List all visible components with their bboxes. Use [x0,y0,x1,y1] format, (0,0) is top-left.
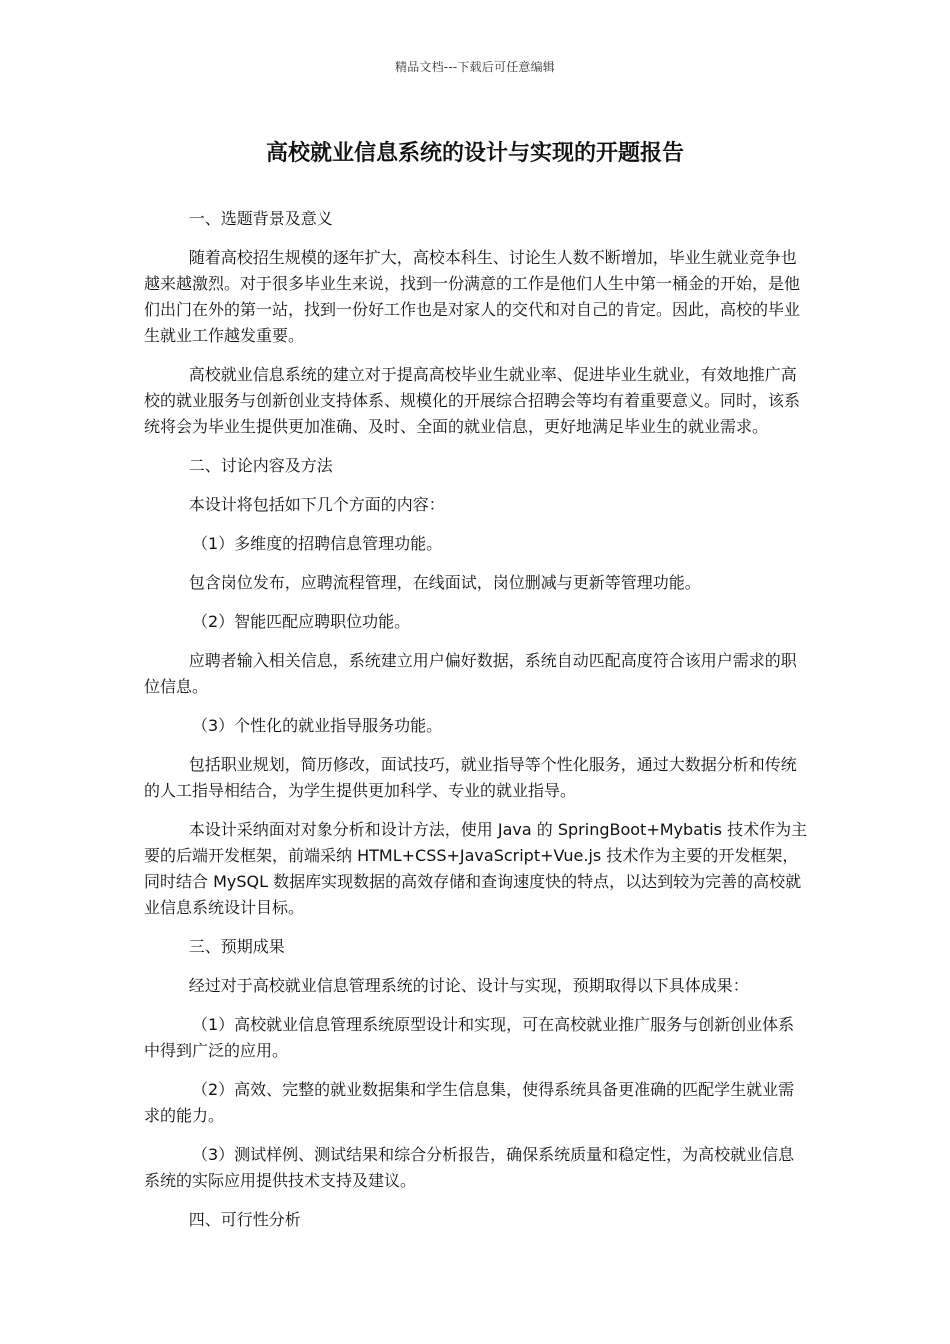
section-heading-background: 一、选题背景及意义 [188,209,333,228]
header-note: 精品文档---下载后可任意编辑 [395,60,555,74]
paragraph: 本设计将包括如下几个方面的内容： [188,495,445,514]
paragraph: 应聘者输入相关信息，系统建立用户偏好数据，系统自动匹配高度符合该用户需求的职位信息。 [144,651,797,696]
list-item: （2）智能匹配应聘职位功能。 [192,612,411,631]
paragraph: 包括职业规划，简历修改，面试技巧，就业指导等个性化服务，通过大数据分析和传统的人工指导相结合，为学生提供更加科学、专业的就业指导。 [144,755,797,800]
section-heading-content-methods: 二、讨论内容及方法 [188,456,333,475]
list-item: （2）高效、完整的就业数据集和学生信息集，使得系统具备更准确的匹配学生就业需求的能力。 [144,1080,795,1125]
paragraph: 包含岗位发布，应聘流程管理，在线面试，岗位删减与更新等管理功能。 [188,573,701,592]
paragraph: 经过对于高校就业信息管理系统的讨论、设计与实现，预期取得以下具体成果： [188,976,749,995]
paragraph: 本设计采纳面对对象分析和设计方法，使用 Java 的 SpringBoot+Mybatis 技术作为主要的后端开发框架，前端采纳 HTML+CSS+JavaScript+Vue.js 技术作为主要的开发框架，同时结合 MySQL 数据库实现数据的高效存储和查询速度快的特点，以达到较为完善的高校就业信息系统设计目标。 [144,820,808,917]
document-body [144,206,808,1246]
paragraph: 随着高校招生规模的逐年扩大，高校本科生、讨论生人数不断增加，毕业生就业竞争也越来越激烈。对于很多毕业生来说，找到一份满意的工作是他们人生中第一桶金的开始，是他们出门在外的第一站，找到一份好工作也是对家人的交代和对自己的肯定。因此，高校的毕业生就业工作越发重要。 [144,248,801,345]
list-item: （1）多维度的招聘信息管理功能。 [192,534,443,553]
list-item: （3）个性化的就业指导服务功能。 [192,716,443,735]
list-item: （3）测试样例、测试结果和综合分析报告，确保系统质量和稳定性，为高校就业信息系统的实际应用提供技术支持及建议。 [144,1145,795,1190]
list-item: （1）高校就业信息管理系统原型设计和实现，可在高校就业推广服务与创新创业体系中得到广泛的应用。 [144,1015,795,1060]
section-heading-feasibility: 四、可行性分析 [188,1210,301,1229]
paragraph: 高校就业信息系统的建立对于提高高校毕业生就业率、促进毕业生就业，有效地推广高校的就业服务与创新创业支持体系、规模化的开展综合招聘会等均有着重要意义。同时，该系统将会为毕业生提供更加准确、及时、全面的就业信息，更好地满足毕业生的就业需求。 [144,365,801,436]
section-heading-expected-results: 三、预期成果 [188,937,285,956]
document-title: 高校就业信息系统的设计与实现的开题报告 [265,141,684,166]
